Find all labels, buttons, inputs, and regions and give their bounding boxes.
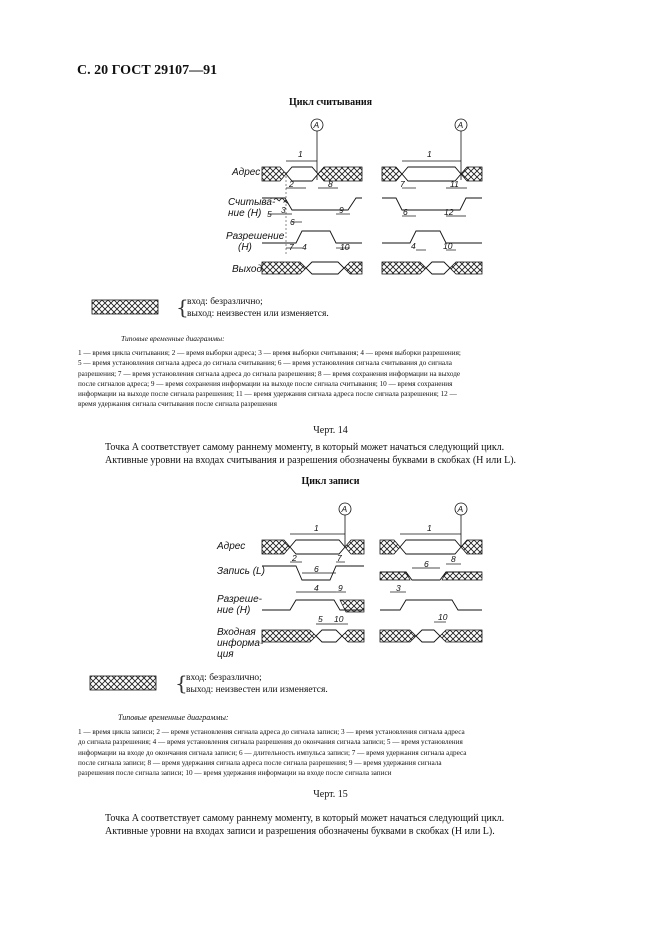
timing-number: 1 bbox=[427, 523, 432, 533]
signal-label-address: Адрес bbox=[232, 167, 261, 178]
timing-number: 6 bbox=[424, 559, 429, 569]
desc-line: до сигнала разрешения; 4 — время установления сигнала разрешения до окончания сигнала записи; 5 — время установления bbox=[78, 738, 463, 747]
write-cycle-title: Цикл записи bbox=[301, 476, 360, 487]
signal-label-enable-w2: ние (Н) bbox=[217, 605, 251, 616]
note-line: Точка A соответствует самому раннему моменту, в который может начаться следующий цикл. bbox=[105, 442, 505, 453]
signal-label-enable-1: Разрешение bbox=[226, 231, 285, 242]
note-line: Активные уровни на входах записи и разрешения обозначены буквами в скобках (Н или L). bbox=[105, 825, 495, 837]
chert-15: Черт. 15 bbox=[313, 789, 348, 800]
marker-label: A bbox=[457, 120, 464, 130]
legend-read bbox=[187, 296, 329, 320]
chert-14: Черт. 14 bbox=[313, 425, 348, 436]
legend-hatch-write bbox=[90, 676, 156, 690]
legend-write bbox=[186, 672, 328, 696]
signal-label-read-2: ние (Н) bbox=[228, 208, 262, 219]
marker-label: A bbox=[457, 504, 464, 514]
note-line: Точка A соответствует самому раннему моменту, в который может начаться следующий цикл. bbox=[105, 813, 505, 824]
marker-write-left bbox=[339, 503, 351, 515]
signal-label-data-2: информа- bbox=[217, 638, 264, 649]
write-description bbox=[78, 727, 615, 778]
desc-line: информации на входе до окончания сигнала записи; 6 — длительность импульса записи; 7 — время удержания сигнала адреса bbox=[78, 748, 467, 757]
read-right-diagram bbox=[382, 131, 482, 274]
read-note bbox=[105, 442, 625, 467]
timing-number: 4 bbox=[314, 583, 319, 593]
desc-line: 5 — время установления сигнала адреса до сигнала считывания; 6 — время установления сигнала считывания до сигнала bbox=[78, 359, 452, 368]
marker-label: A bbox=[313, 120, 320, 130]
timing-number: 1 bbox=[314, 523, 319, 533]
timing-number: 10 bbox=[334, 614, 344, 624]
legend-input: вход: безразлично; bbox=[186, 673, 262, 683]
desc-line: 1 — время цикла считывания; 2 — время выборки адреса; 3 — время выборки считывания; 4 — время выборки разрешения; bbox=[78, 349, 461, 357]
signal-label-data-1: Входная bbox=[217, 627, 256, 638]
signal-label-data-3: ция bbox=[217, 649, 234, 660]
timing-number: 10 bbox=[443, 241, 453, 251]
signal-label-write: Запись (L) bbox=[217, 566, 265, 577]
timing-number: 3 bbox=[396, 583, 401, 593]
desc-line: информации на выходе после сигнала разрешения; 11 — время удержания сигнала адреса после сигнала разрешения; 12 — bbox=[78, 390, 457, 399]
marker-write-right bbox=[455, 503, 467, 515]
timing-number: 10 bbox=[340, 242, 350, 252]
timing-number: 6 bbox=[314, 564, 319, 574]
timing-number: 8 bbox=[328, 179, 333, 189]
timing-number: 4 bbox=[302, 242, 307, 252]
read-cycle-title: Цикл считывания bbox=[288, 97, 373, 108]
write-note bbox=[105, 813, 625, 838]
timing-number: 7 bbox=[400, 179, 405, 189]
legend-hatch-read bbox=[92, 300, 158, 314]
write-caption-title: Типовые временные диаграммы: bbox=[118, 713, 229, 722]
timing-number: 5 bbox=[267, 209, 272, 219]
timing-number: 3 bbox=[281, 205, 286, 215]
note-line: Активные уровни на входах считывания и разрешения обозначены буквами в скобках (Н или L). bbox=[105, 454, 517, 466]
legend-brace-write: { bbox=[175, 671, 188, 695]
timing-number: 2 bbox=[292, 553, 297, 563]
timing-number: 6 bbox=[403, 207, 408, 217]
page-header: С. 20 ГОСТ 29107—91 bbox=[77, 63, 218, 78]
signal-label-output: Выход bbox=[232, 264, 263, 275]
desc-line: после сигналов адреса; 9 — время сохранения информации на выходе после сигнала считывания; 10 — время сохранения bbox=[78, 379, 453, 388]
signal-label-address-w: Адрес bbox=[217, 541, 246, 552]
marker-read-right bbox=[455, 119, 467, 131]
timing-number: 8 bbox=[451, 554, 456, 564]
timing-number: 6 bbox=[290, 217, 295, 227]
legend-brace-read: { bbox=[176, 295, 189, 319]
timing-number: 5 bbox=[318, 614, 323, 624]
desc-line: после сигнала записи; 8 — время удержания сигнала адреса после сигнала разрешения; 9 — время удержания сигнала bbox=[78, 758, 442, 767]
timing-number: 7 bbox=[337, 553, 342, 563]
timing-number: 12 bbox=[444, 207, 454, 217]
write-left-diagram bbox=[262, 505, 364, 642]
timing-number: 7 bbox=[289, 242, 294, 252]
timing-number: 9 bbox=[338, 583, 343, 593]
legend-input: вход: безразлично; bbox=[187, 297, 263, 307]
read-description bbox=[78, 348, 615, 410]
timing-number: 11 bbox=[450, 179, 459, 189]
legend-output: выход: неизвестен или изменяется. bbox=[186, 685, 328, 695]
marker-read-left bbox=[311, 119, 323, 131]
desc-line: разрешения; 7 — время установления сигнала адреса до сигнала разрешения; 8 — время сохранения информации на выходе bbox=[78, 369, 461, 378]
timing-number: 1 bbox=[427, 149, 432, 159]
legend-output: выход: неизвестен или изменяется. bbox=[187, 309, 329, 319]
desc-line: 1 — время цикла записи; 2 — время установления сигнала адреса до сигнала записи; 3 — время установления сигнала адреса bbox=[78, 728, 465, 736]
desc-line: разрешения после сигнала записи; 10 — время удержания информации на входе после сигнала записи bbox=[78, 769, 392, 778]
timing-number: 9 bbox=[339, 205, 344, 215]
signal-label-enable-2: (Н) bbox=[238, 242, 252, 253]
desc-line: время удержания сигнала считывания после сигнала разрешения bbox=[78, 400, 277, 409]
timing-number: 2 bbox=[289, 179, 294, 189]
signal-label-enable-w1: Разреше- bbox=[217, 594, 262, 605]
read-left-diagram bbox=[262, 131, 362, 274]
timing-number: 1 bbox=[298, 149, 303, 159]
timing-number: 4 bbox=[411, 241, 416, 251]
read-caption-title: Типовые временные диаграммы: bbox=[121, 334, 225, 343]
signal-label-read-1: Считыва- bbox=[228, 197, 276, 208]
marker-label: A bbox=[341, 504, 348, 514]
timing-number: 10 bbox=[438, 612, 448, 622]
